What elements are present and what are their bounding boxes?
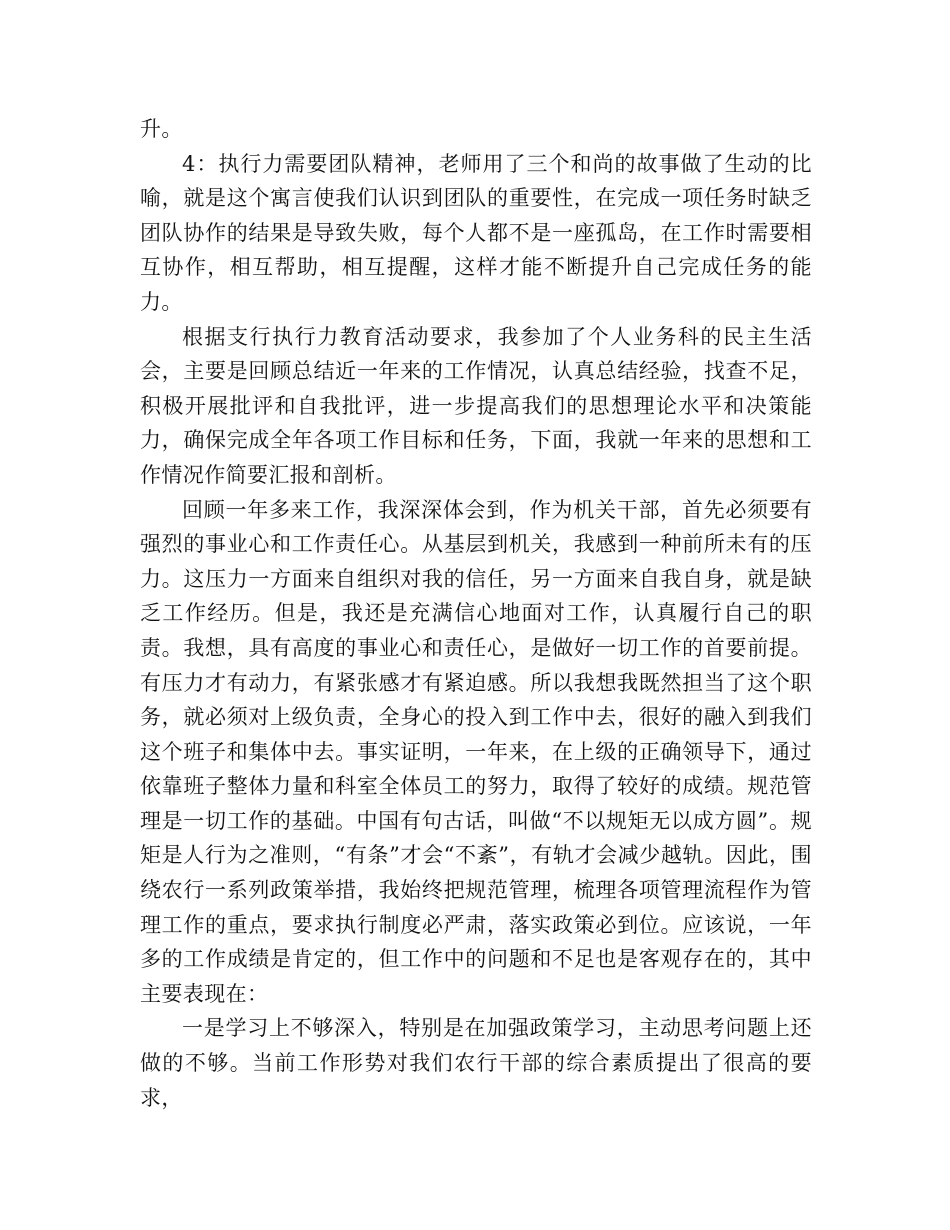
paragraph-teamwork: 4：执行力需要团队精神，老师用了三个和尚的故事做了生动的比喻，就是这个寓言使我们认识到团队的重要性，在完成一项任务时缺乏团队协作的结果是导致失败，每个人都不是一座孤岛，在工作时需要相互协作，相互帮助，相互提醒，这样才能不断提升自己完成任务的能力。 bbox=[140, 151, 812, 314]
paragraph-work-review: 回顾一年多来工作，我深深体会到，作为机关干部，首先必须要有强烈的事业心和工作责任心。从基层到机关，我感到一种前所未有的压力。这压力一方面来自组织对我的信任，另一方面来自我自身，就是缺乏工作经历。但是，我还是充满信心地面对工作，认真履行自己的职责。我想，具有高度的事业心和责任心，是做好一切工作的首要前提。有压力才有动力，有紧张感才有紧迫感。所以我想我既然担当了这个职务，就必须对上级负责，全身心的投入到工作中去，很好的融入到我们这个班子和集体中去。事实证明，一年来，在上级的正确领导下，通过依靠班子整体力量和科室全体员工的努力，取得了较好的成绩。规范管理是一切工作的基础。中国有句古话，叫做“不以规矩无以成方圆”。规矩是人行为之准则，“有条”才会“不紊”，有轨才会减少越轨。因此，围绕农行一系列政策举措，我始终把规范管理，梳理各项管理流程作为管理工作的重点，要求执行制度必严肃，落实政策必到位。应该说，一年多的工作成绩是肯定的，但工作中的问题和不足也是客观存在的，其中主要表现在： bbox=[140, 497, 812, 1006]
paragraph-democratic-meeting: 根据支行执行力教育活动要求，我参加了个人业务科的民主生活会，主要是回顾总结近一年来的工作情况，认真总结经验，找查不足，积极开展批评和自我批评，进一步提高我们的思想理论水平和决策能力，确保完成全年各项工作目标和任务，下面，我就一年来的思想和工作情况作简要汇报和剖析。 bbox=[140, 324, 812, 487]
paragraph-continuation: 升。 bbox=[140, 117, 183, 141]
document-body bbox=[140, 112, 812, 1115]
paragraph-study-shortcoming: 一是学习上不够深入，特别是在加强政策学习，主动思考问题上还做的不够。当前工作形势对我们农行干部的综合素质提出了很高的要求， bbox=[140, 1016, 812, 1110]
